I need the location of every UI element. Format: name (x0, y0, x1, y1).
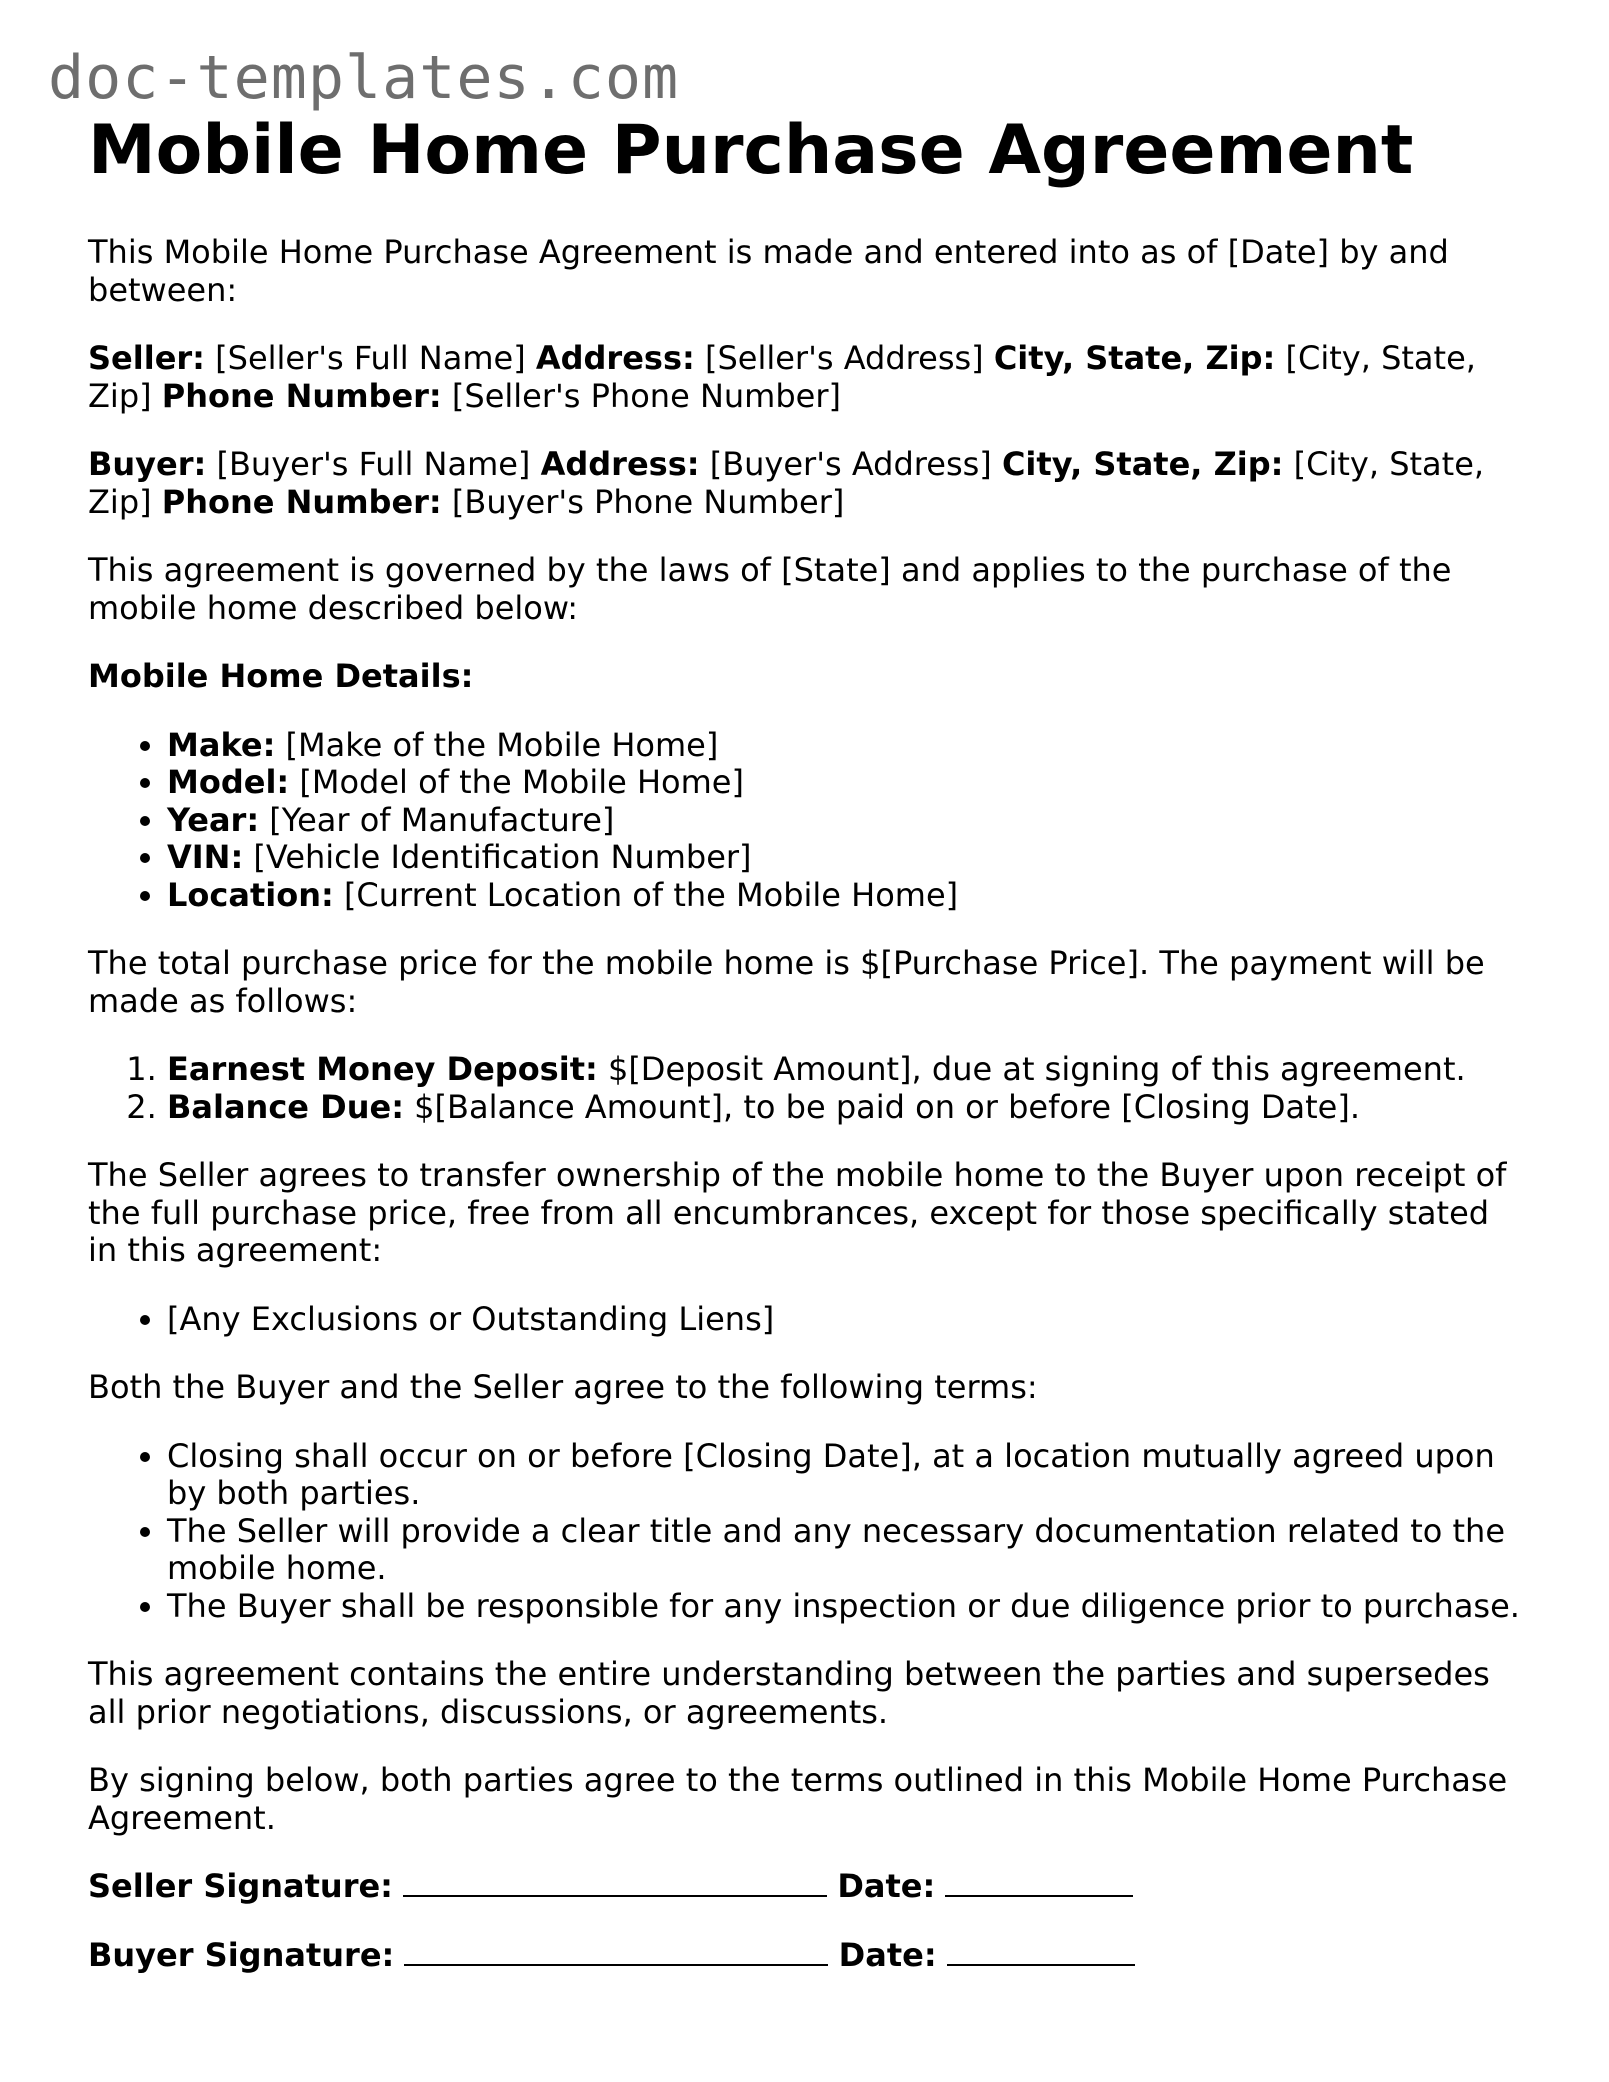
seller-name: [Seller's Full Name] (204, 339, 536, 378)
seller-signature-line (88, 1868, 1528, 1906)
list-item: • Closing shall occur on or before [Closing Date], at a location mutually agreed upon by both parties. (167, 1438, 1528, 1513)
buyer-name: [Buyer's Full Name] (206, 445, 541, 484)
terms-list (88, 1438, 1528, 1626)
payment-list (88, 1051, 1528, 1126)
buyer-phone: [Buyer's Phone Number] (441, 482, 845, 521)
seller-date-blank[interactable] (945, 1894, 1133, 1897)
buyer-date-label: Date: (838, 1935, 937, 1974)
list-item: 2. Balance Due: $[Balance Amount], to be paid on or before [Closing Date]. (167, 1089, 1528, 1127)
seller-csz-label: City, State, Zip: (993, 339, 1276, 378)
document-title: Mobile Home Purchase Agreement (88, 111, 1414, 190)
seller-name-label: Seller: (88, 339, 205, 378)
document (88, 112, 1528, 2005)
intro-paragraph: This Mobile Home Purchase Agreement is made and entered into as of [Date] by and between: (88, 233, 1449, 309)
buyer-signature-blank[interactable] (404, 1963, 828, 1966)
details-heading: Mobile Home Details: (88, 657, 474, 696)
buyer-address: [Buyer's Address] (699, 445, 1002, 484)
exclusions-list (88, 1301, 1528, 1339)
price-paragraph: The total purchase price for the mobile home is $[Purchase Price]. The payment will be made as follows: (88, 944, 1485, 1020)
seller-address: [Seller's Address] (694, 339, 994, 378)
seller-phone: [Seller's Phone Number] (441, 376, 841, 415)
seller-csz: [City, State, Zip] (88, 339, 1476, 415)
seller-signature-blank[interactable] (403, 1894, 827, 1897)
list-item: • The Seller will provide a clear title and any necessary documentation related to the mobile home. (167, 1513, 1528, 1588)
list-item: • Location: [Current Location of the Mobile Home] (167, 877, 1528, 915)
buyer-signature-label: Buyer Signature: (88, 1935, 395, 1974)
buyer-phone-label: Phone Number: (161, 482, 442, 521)
list-item: • Model: [Model of the Mobile Home] (167, 764, 1528, 802)
watermark: doc-templates.com (48, 43, 680, 113)
buyer-csz: [City, State, Zip] (88, 445, 1485, 521)
seller-address-label: Address: (535, 339, 695, 378)
governing-law-paragraph: This agreement is governed by the laws of [State] and applies to the purchase of the mobile home described below: (88, 551, 1452, 627)
buyer-date-blank[interactable] (947, 1963, 1135, 1966)
buyer-info (88, 446, 1528, 521)
list-item: 1. Earnest Money Deposit: $[Deposit Amount], due at signing of this agreement. (167, 1051, 1528, 1089)
buyer-signature-line (88, 1937, 1528, 1975)
entire-agreement-paragraph: This agreement contains the entire understanding between the parties and supersedes all prior negotiations, discussions, or agreements. (88, 1655, 1490, 1731)
list-item: • The Buyer shall be responsible for any inspection or due diligence prior to purchase. (167, 1588, 1528, 1626)
seller-phone-label: Phone Number: (161, 376, 442, 415)
buyer-name-label: Buyer: (88, 445, 207, 484)
list-item: • Year: [Year of Manufacture] (167, 802, 1528, 840)
terms-intro: Both the Buyer and the Seller agree to the following terms: (88, 1368, 1038, 1407)
list-item: • [Any Exclusions or Outstanding Liens] (167, 1301, 1528, 1339)
seller-info (88, 340, 1528, 415)
transfer-paragraph: The Seller agrees to transfer ownership of the mobile home to the Buyer upon receipt of the full purchase price, free from all encumbrances, except for those specifically stated in this agreement: (88, 1156, 1507, 1270)
list-item: • VIN: [Vehicle Identification Number] (167, 839, 1528, 877)
details-list (88, 727, 1528, 915)
signing-paragraph: By signing below, both parties agree to the terms outlined in this Mobile Home Purchase Agreement. (88, 1761, 1508, 1837)
buyer-csz-label: City, State, Zip: (1001, 445, 1284, 484)
seller-signature-label: Seller Signature: (88, 1867, 393, 1906)
list-item: • Make: [Make of the Mobile Home] (167, 727, 1528, 765)
buyer-address-label: Address: (540, 445, 700, 484)
seller-date-label: Date: (837, 1867, 936, 1906)
